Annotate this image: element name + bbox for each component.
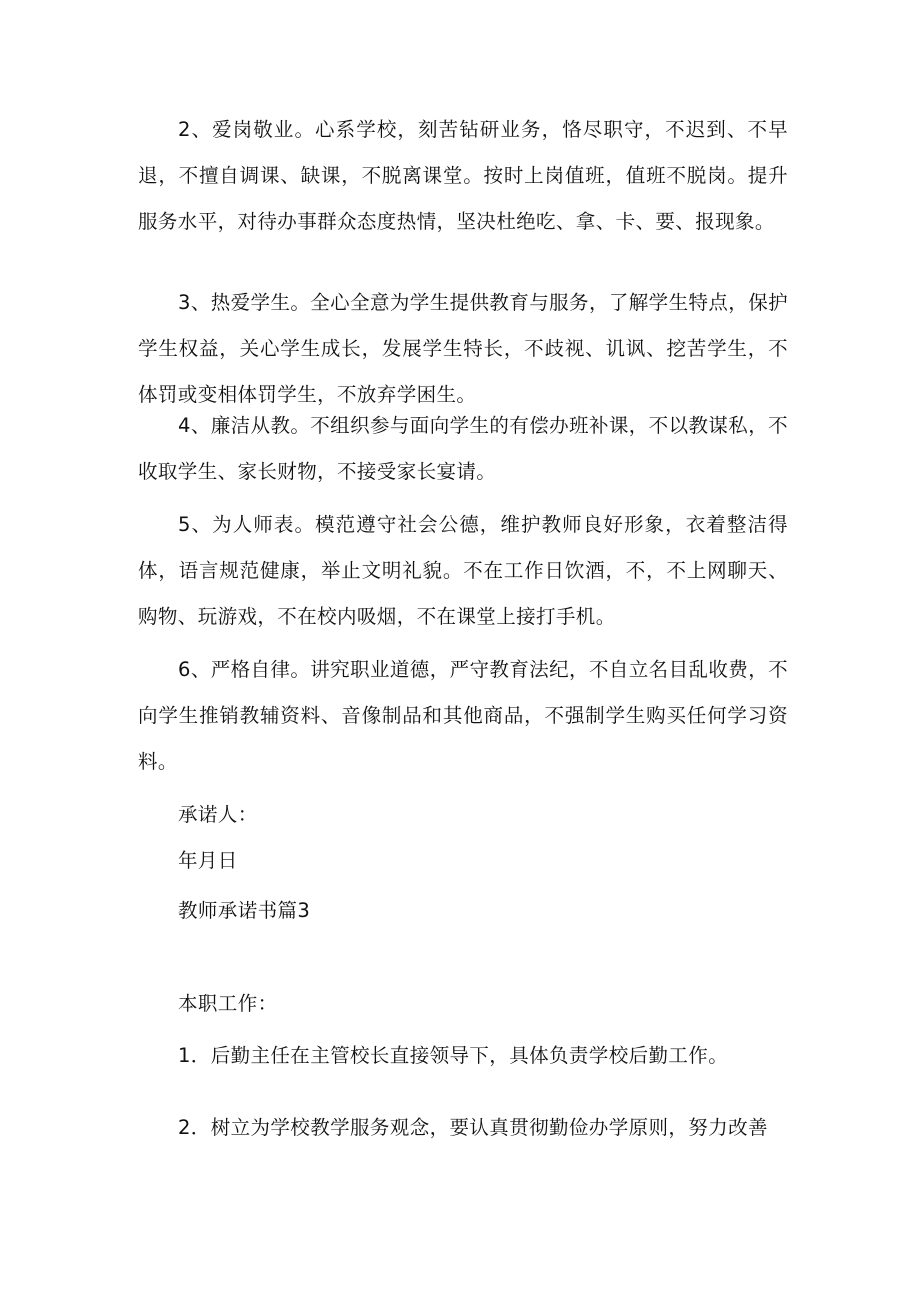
commitment-item-6: 6、严格自律。讲究职业道德，严守教育法纪，不自立名目乱收费，不向学生推销教辅资料、音像制品和其他商品，不强制学生购买任何学习资料。: [138, 658, 788, 773]
commitment-item-3: 3、热爱学生。全心全意为学生提供教育与服务，了解学生特点，保护学生权益，关心学生成长，发展学生特长，不歧视、讥讽、挖苦学生，不体罚或变相体罚学生，不放弃学困生。: [138, 291, 788, 406]
duty-item-1: 1．后勤主任在主管校长直接领导下，具体负责学校后勤工作。: [178, 1044, 729, 1067]
section-title: 教师承诺书篇3: [178, 899, 311, 922]
duty-heading: 本职工作：: [178, 992, 278, 1015]
commitment-item-2: 2、爱岗敬业。心系学校，刻苦钻研业务，恪尽职守，不迟到、不早退，不擅自调课、缺课，不脱离课堂。按时上岗值班，值班不脱岗。提升服务水平，对待办事群众态度热情，坚决杜绝吃、拿、卡、要、报现象。: [138, 118, 788, 233]
commitment-item-5: 5、为人师表。模范遵守社会公德，维护教师良好形象，衣着整洁得体，语言规范健康，举止文明礼貌。不在工作日饮酒，不，不上网聊天、购物、玩游戏，不在校内吸烟，不在课堂上接打手机。: [138, 513, 788, 628]
duty-item-2: 2．树立为学校教学服务观念，要认真贯彻勤俭办学原则，努力改善: [178, 1116, 768, 1139]
signer-label: 承诺人：: [178, 803, 258, 826]
date-label: 年月日: [178, 849, 238, 872]
commitment-item-4: 4、廉洁从教。不组织参与面向学生的有偿办班补课，不以教谋私，不收取学生、家长财物，不接受家长宴请。: [138, 414, 788, 483]
